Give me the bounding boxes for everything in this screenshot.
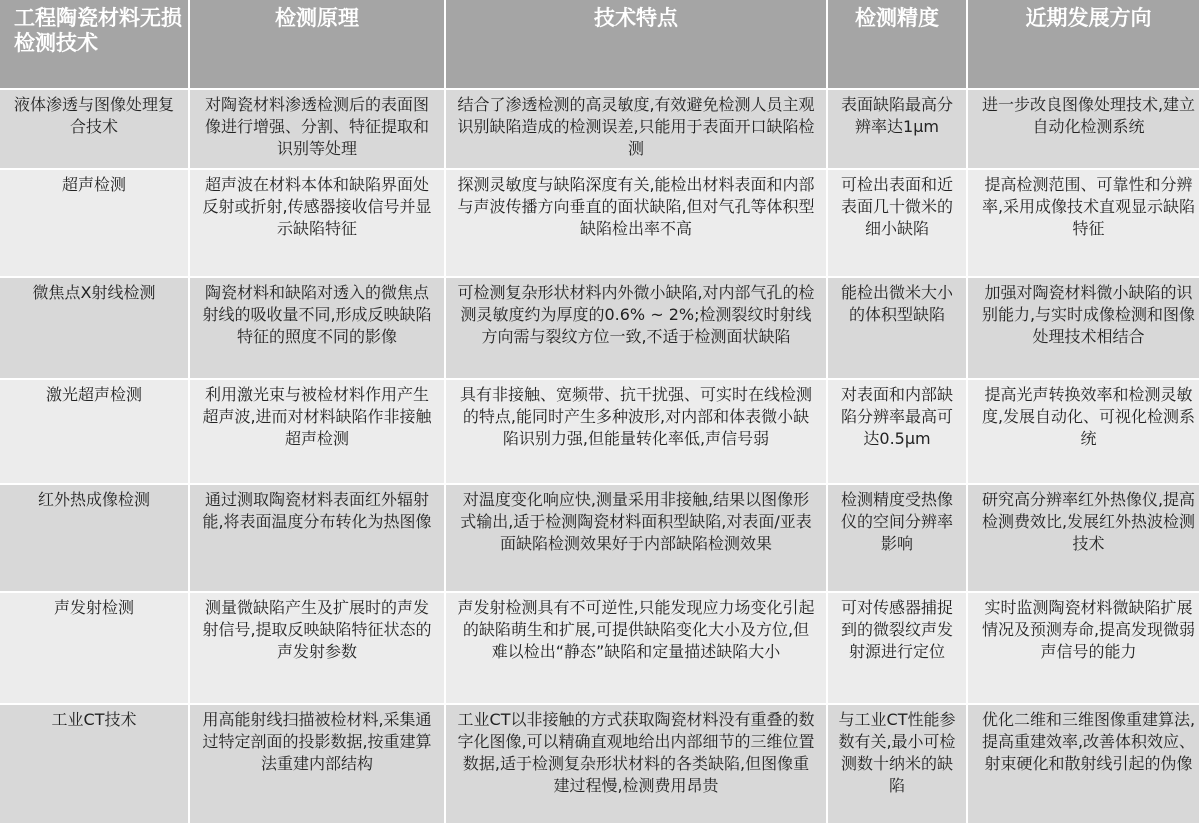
cell-features: 可检测复杂形状材料内外微小缺陷,对内部气孔的检测灵敏度约为厚度的0.6% ~ 2%;检测裂纹时射线方向需与裂纹方位一致,不适于检测面状缺陷 — [446, 278, 826, 378]
cell-technique: 声发射检测 — [0, 593, 188, 703]
cell-precision: 可检出表面和近表面几十微米的细小缺陷 — [828, 170, 966, 276]
cell-direction: 提高检测范围、可靠性和分辨率,采用成像技术直观显示缺陷特征 — [968, 170, 1199, 276]
cell-direction: 优化二维和三维图像重建算法,提高重建效率,改善体积效应、射束硬化和散射线引起的伪像 — [968, 705, 1199, 823]
cell-precision: 与工业CT性能参数有关,最小可检测数十纳米的缺陷 — [828, 705, 966, 823]
header-principle: 检测原理 — [190, 0, 444, 88]
table-row — [0, 380, 1199, 483]
cell-features: 具有非接触、宽频带、抗干扰强、可实时在线检测的特点,能同时产生多种波形,对内部和体表微小缺陷识别力强,但能量转化率低,声信号弱 — [446, 380, 826, 483]
cell-direction: 提高光声转换效率和检测灵敏度,发展自动化、可视化检测系统 — [968, 380, 1199, 483]
cell-features: 声发射检测具有不可逆性,只能发现应力场变化引起的缺陷萌生和扩展,可提供缺陷变化大小及方位,但难以检出“静态”缺陷和定量描述缺陷大小 — [446, 593, 826, 703]
cell-principle: 对陶瓷材料渗透检测后的表面图像进行增强、分割、特征提取和识别等处理 — [190, 90, 444, 168]
table-row — [0, 705, 1199, 823]
cell-precision: 能检出微米大小的体积型缺陷 — [828, 278, 966, 378]
cell-precision: 表面缺陷最高分辨率达1μm — [828, 90, 966, 168]
cell-direction: 加强对陶瓷材料微小缺陷的识别能力,与实时成像检测和图像处理技术相结合 — [968, 278, 1199, 378]
cell-features: 结合了渗透检测的高灵敏度,有效避免检测人员主观识别缺陷造成的检测误差,只能用于表面开口缺陷检测 — [446, 90, 826, 168]
cell-features: 探测灵敏度与缺陷深度有关,能检出材料表面和内部与声波传播方向垂直的面状缺陷,但对气孔等体积型缺陷检出率不高 — [446, 170, 826, 276]
header-precision: 检测精度 — [828, 0, 966, 88]
header-row — [0, 0, 1199, 88]
cell-technique: 激光超声检测 — [0, 380, 188, 483]
cell-principle: 测量微缺陷产生及扩展时的声发射信号,提取反映缺陷特征状态的声发射参数 — [190, 593, 444, 703]
table-row — [0, 170, 1199, 276]
table-row — [0, 90, 1199, 168]
cell-direction: 进一步改良图像处理技术,建立自动化检测系统 — [968, 90, 1199, 168]
table-row — [0, 278, 1199, 378]
cell-precision: 对表面和内部缺陷分辨率最高可达0.5μm — [828, 380, 966, 483]
table-row — [0, 593, 1199, 703]
header-direction: 近期发展方向 — [968, 0, 1199, 88]
cell-technique: 液体渗透与图像处理复合技术 — [0, 90, 188, 168]
header-technique: 工程陶瓷材料无损检测技术 — [0, 0, 188, 88]
cell-technique: 红外热成像检测 — [0, 485, 188, 591]
header-features: 技术特点 — [446, 0, 826, 88]
cell-direction: 实时监测陶瓷材料微缺陷扩展情况及预测寿命,提高发现微弱声信号的能力 — [968, 593, 1199, 703]
cell-principle: 陶瓷材料和缺陷对透入的微焦点射线的吸收量不同,形成反映缺陷特征的照度不同的影像 — [190, 278, 444, 378]
cell-technique: 工业CT技术 — [0, 705, 188, 823]
cell-features: 工业CT以非接触的方式获取陶瓷材料没有重叠的数字化图像,可以精确直观地给出内部细节的三维位置数据,适于检测复杂形状材料的各类缺陷,但图像重建过程慢,检测费用昂贵 — [446, 705, 826, 823]
table-row — [0, 485, 1199, 591]
cell-principle: 用高能射线扫描被检材料,采集通过特定剖面的投影数据,按重建算法重建内部结构 — [190, 705, 444, 823]
cell-technique: 微焦点X射线检测 — [0, 278, 188, 378]
cell-principle: 超声波在材料本体和缺陷界面处反射或折射,传感器接收信号并显示缺陷特征 — [190, 170, 444, 276]
cell-principle: 通过测取陶瓷材料表面红外辐射能,将表面温度分布转化为热图像 — [190, 485, 444, 591]
cell-direction: 研究高分辨率红外热像仪,提高检测费效比,发展红外热波检测技术 — [968, 485, 1199, 591]
cell-principle: 利用激光束与被检材料作用产生超声波,进而对材料缺陷作非接触超声检测 — [190, 380, 444, 483]
cell-precision: 检测精度受热像仪的空间分辨率影响 — [828, 485, 966, 591]
cell-precision: 可对传感器捕捉到的微裂纹声发射源进行定位 — [828, 593, 966, 703]
cell-technique: 超声检测 — [0, 170, 188, 276]
cell-features: 对温度变化响应快,测量采用非接触,结果以图像形式输出,适于检测陶瓷材料面积型缺陷,对表面/亚表面缺陷检测效果好于内部缺陷检测效果 — [446, 485, 826, 591]
